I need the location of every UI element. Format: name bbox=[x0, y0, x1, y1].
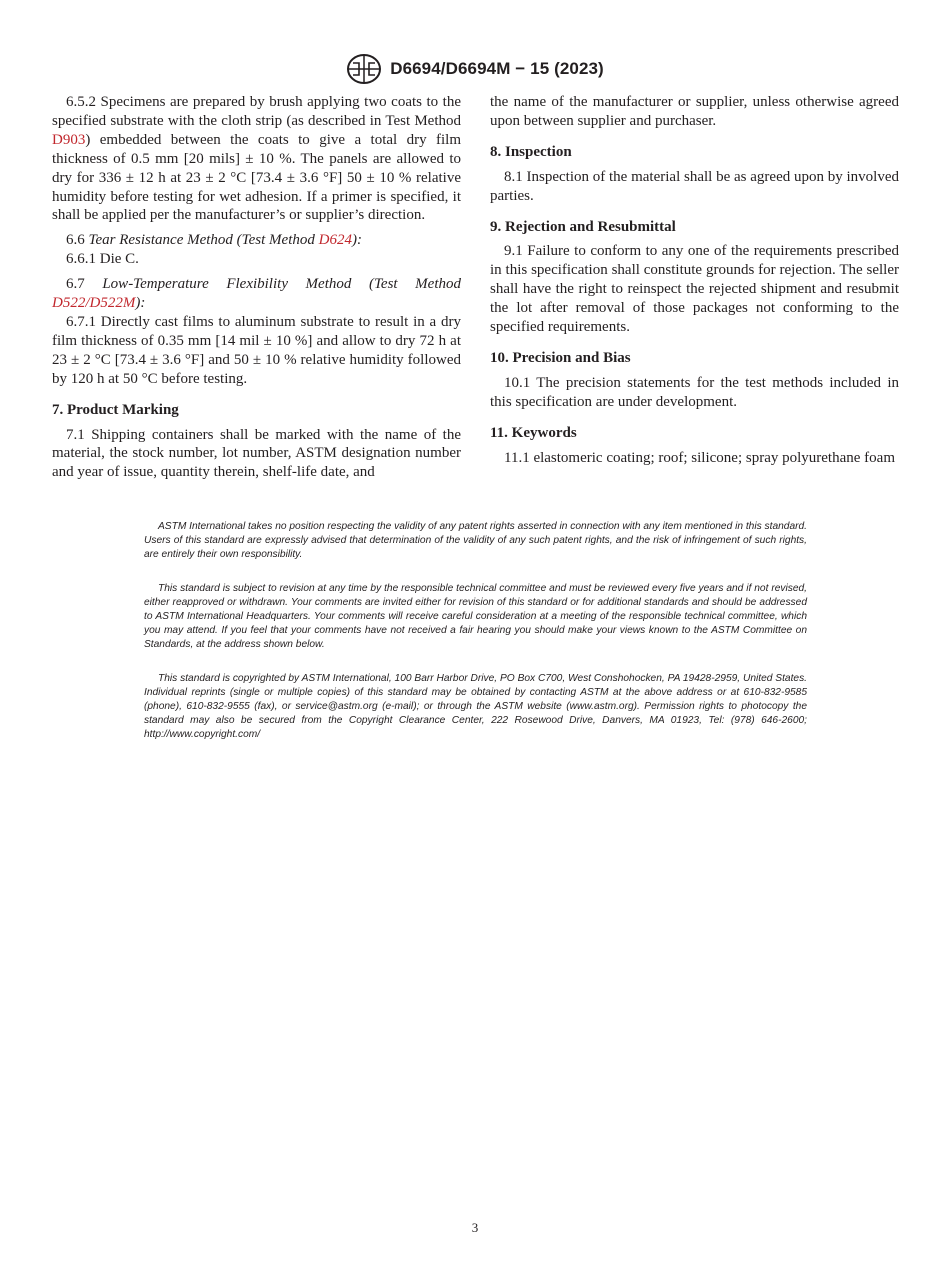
right-column bbox=[490, 93, 899, 474]
ref-link-d903[interactable]: D903 bbox=[52, 131, 86, 148]
section-9-1: 9.1 Failure to conform to any one of the requirements prescribed in this specification shall constitute grounds for rejection. The seller shall have the right to reinspect the rejected shipment and resubmit the lot after removal of those packages not conforming to the specified requirements. bbox=[490, 243, 899, 336]
copyright-notice: This standard is copyrighted by ASTM International, 100 Barr Harbor Drive, PO Box C700, West Conshohocken, PA 19428-2959, United States. Individual reprints (single or multiple copies) of this standard may be obtained by contacting ASTM at the above address or at 610-832-9585 (phone), 610-832-9555 (fax), or service@astm.org (e-mail); or through the ASTM website (www.astm.org). Permission rights to photocopy the standard may also be secured from the Copyright Clearance Center, 222 Rosewood Drive, Danvers, MA 01923, Tel: (978) 646-2600; http://www.copyright.com/ bbox=[144, 673, 807, 740]
section-6-5-2: 6.5.2 Specimens are prepared by brush applying two coats to the specified substrate with the cloth strip (as described in Test Method D903) embedded between the coats to give a total dry film thickness of 0.5 mm [20 mils] ± 10 %. The panels are allowed to dry for 336 ± 12 h at 23 ± 2 °C [73.4 ± 3.6 °F] 50 ± 10 % relative humidity before testing for wet adhesion. If a primer is specified, it shall be applied per the manufacturer’s or supplier’s direction. bbox=[52, 94, 461, 224]
heading-10: 10. Precision and Bias bbox=[490, 349, 631, 366]
section-6-7-1: 6.7.1 Directly cast films to aluminum substrate to result in a dry film thickness of 0.35 mm [14 mil ± 10 %] and allow to dry 72 h at 23 ± 2 °C [73.4 ± 3.6 °F] and 50 ± 10 % relative humidity followed by 120 h at 50 °C before testing. bbox=[52, 313, 461, 387]
left-column bbox=[52, 93, 461, 488]
heading-7: 7. Product Marking bbox=[52, 401, 179, 418]
section-6-7-title: 6.7 Low-Temperature Flexibility Method (Test Method D522/D522M): bbox=[52, 276, 461, 312]
section-7-1-continued: the name of the manufacturer or supplier, unless otherwise agreed upon between supplier and purchaser. bbox=[490, 94, 899, 129]
heading-11: 11. Keywords bbox=[490, 424, 577, 441]
astm-logo-icon bbox=[346, 53, 382, 85]
document-designation: D6694/D6694M − 15 (2023) bbox=[390, 59, 604, 78]
page-header bbox=[0, 52, 950, 86]
section-8-1: 8.1 Inspection of the material shall be as agreed upon by involved parties. bbox=[490, 168, 899, 204]
page-number: 3 bbox=[471, 1220, 479, 1235]
section-10-1: 10.1 The precision statements for the test methods included in this specification are under development. bbox=[490, 374, 899, 410]
heading-9: 9. Rejection and Resubmittal bbox=[490, 218, 676, 235]
section-7-1: 7.1 Shipping containers shall be marked with the name of the material, the stock number, lot number, ASTM designation number and year of issue, quantity therein, shelf-life date, and bbox=[52, 426, 461, 481]
section-6-6-1: 6.6.1 Die C. bbox=[66, 251, 139, 268]
ref-link-d522[interactable]: D522/D522M bbox=[52, 295, 136, 312]
revision-notice: This standard is subject to revision at any time by the responsible technical committee and must be reviewed every five years and if not revised, either reapproved or withdrawn. Your comments are invited either for revision of this standard or for additional standards and should be addressed to ASTM International Headquarters. Your comments will receive careful consideration at a meeting of the responsible technical committee, which you may attend. If you feel that your comments have not received a fair hearing you should make your views known to the ASTM Committee on Standards, at the address shown below. bbox=[144, 583, 807, 650]
section-11-1: 11.1 elastomeric coating; roof; silicone; spray polyurethane foam bbox=[504, 449, 895, 466]
section-6-6-title: 6.6 Tear Resistance Method (Test Method D624): bbox=[66, 232, 362, 249]
patent-notice: ASTM International takes no position respecting the validity of any patent rights asserted in connection with any item mentioned in this standard. Users of this standard are expressly advised that determination of the validity of any such patent rights, and the risk of infringement of such rights, are entirely their own responsibility. bbox=[144, 521, 807, 560]
heading-8: 8. Inspection bbox=[490, 143, 572, 160]
legal-notices bbox=[144, 520, 807, 762]
ref-link-d624[interactable]: D624 bbox=[318, 232, 352, 249]
